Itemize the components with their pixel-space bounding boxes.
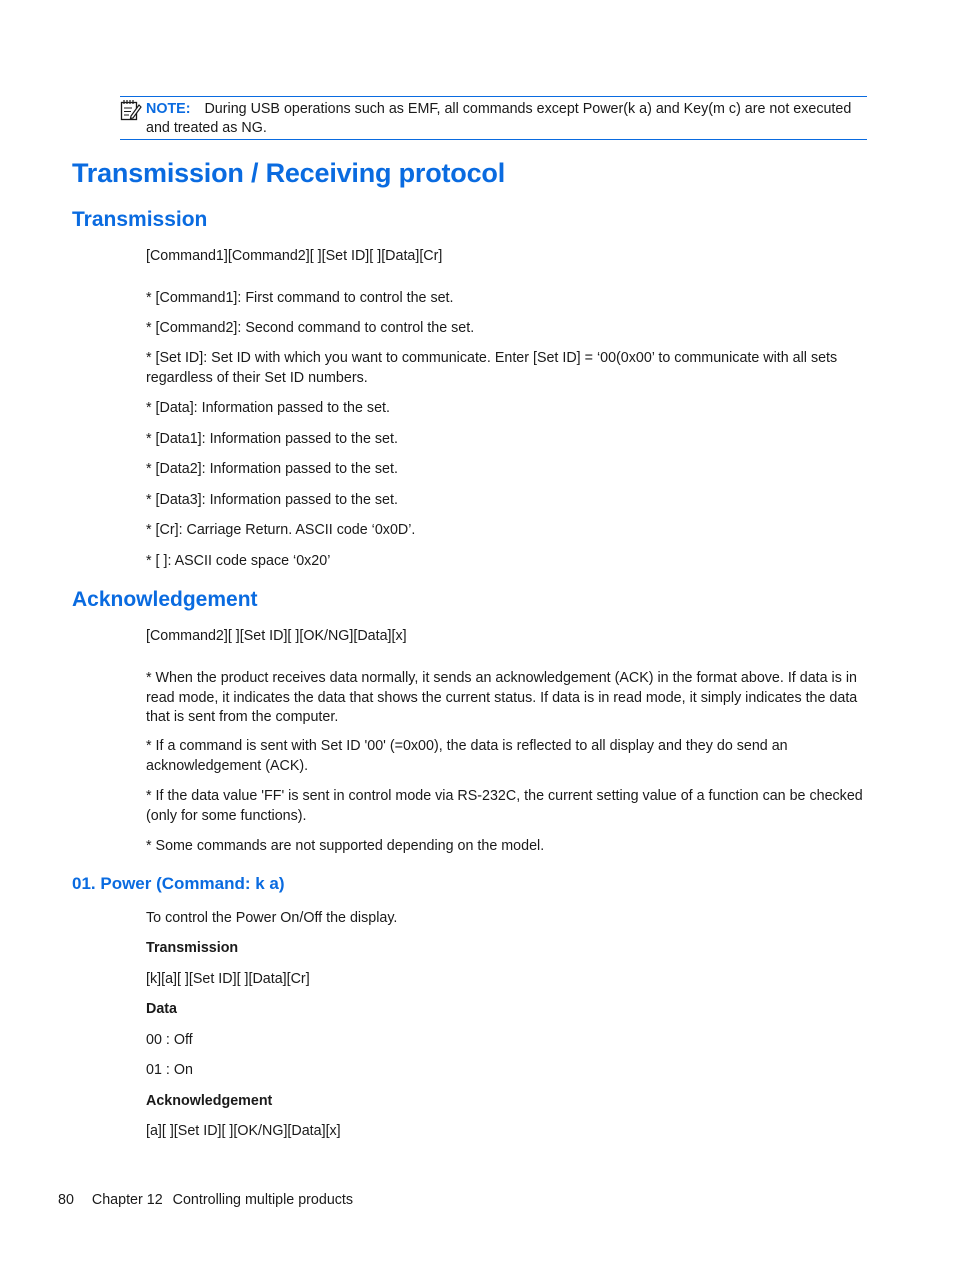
transmission-item: * [Set ID]: Set ID with which you want to communicate. Enter [Set ID] = ‘00(0x00’ to communicate with all sets regardless of their Set ID numbers. <box>146 350 838 386</box>
transmission-item: * [Data]: Information passed to the set. <box>146 400 390 416</box>
acknowledgement-format: [Command2][ ][Set ID][ ][OK/NG][Data][x] <box>146 628 407 644</box>
power-ack-label: Acknowledgement <box>146 1093 273 1109</box>
page-title: Transmission / Receiving protocol <box>72 158 506 188</box>
power-heading: 01. Power (Command: k a) <box>72 874 285 893</box>
footer-chapter-title: Controlling multiple products <box>172 1192 354 1208</box>
transmission-format: [Command1][Command2][ ][Set ID][ ][Data][Cr] <box>146 248 443 264</box>
transmission-item: * [Data2]: Information passed to the set. <box>146 461 398 477</box>
note-text <box>146 100 866 138</box>
power-data-on: 01 : On <box>146 1062 193 1078</box>
page-footer <box>58 1192 371 1208</box>
power-transmission-format: [k][a][ ][Set ID][ ][Data][Cr] <box>146 971 310 987</box>
acknowledgement-item: * Some commands are not supported depending on the model. <box>146 838 545 854</box>
footer-chapter: Chapter 12 <box>91 1192 163 1208</box>
note-box <box>120 96 867 140</box>
transmission-item: * [ ]: ASCII code space ‘0x20’ <box>146 553 331 569</box>
transmission-heading: Transmission <box>72 208 208 231</box>
transmission-item: * [Data3]: Information passed to the set. <box>146 492 398 508</box>
transmission-item: * [Command1]: First command to control the set. <box>146 290 454 306</box>
acknowledgement-item: * When the product receives data normally, it sends an acknowledgement (ACK) in the format above. If data is in read mode, it indicates the data that shows the current status. If data is in read mode, it simply indicates the data that is sent from the computer. <box>146 670 858 725</box>
power-data-label: Data <box>146 1001 177 1017</box>
power-ack-format: [a][ ][Set ID][ ][OK/NG][Data][x] <box>146 1123 341 1139</box>
transmission-item: * [Cr]: Carriage Return. ASCII code ‘0x0D’. <box>146 522 416 538</box>
acknowledgement-heading: Acknowledgement <box>72 588 258 611</box>
transmission-item: * [Data1]: Information passed to the set. <box>146 431 398 447</box>
power-transmission-label: Transmission <box>146 940 239 956</box>
transmission-item: * [Command2]: Second command to control the set. <box>146 320 475 336</box>
note-body: During USB operations such as EMF, all commands except Power(k a) and Key(m c) are not executed and treated as NG. <box>146 101 852 136</box>
note-icon <box>120 99 142 121</box>
note-label: NOTE: <box>146 101 191 117</box>
acknowledgement-item: * If a command is sent with Set ID '00' (=0x00), the data is reflected to all display and they do send an acknowledgement (ACK). <box>146 738 788 774</box>
power-data-off: 00 : Off <box>146 1032 193 1048</box>
page-number: 80 <box>58 1192 74 1208</box>
power-description: To control the Power On/Off the display. <box>146 910 398 926</box>
acknowledgement-item: * If the data value 'FF' is sent in control mode via RS-232C, the current setting value of a function can be checked (only for some functions). <box>146 788 863 824</box>
